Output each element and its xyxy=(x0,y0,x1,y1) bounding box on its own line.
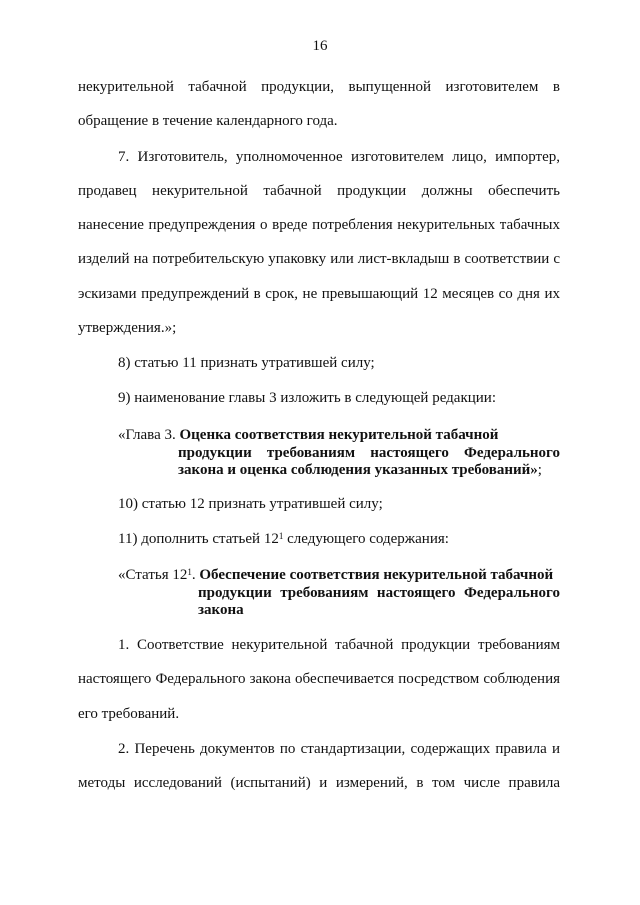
chapter-title-end: закона и оценка соблюдения указанных требований» xyxy=(178,462,538,478)
superscript: 1 xyxy=(187,567,192,577)
list-item-text: 11) дополнить статьей 12 xyxy=(118,531,279,547)
chapter-title-line xyxy=(178,461,542,479)
list-item-tail: следующего содержания: xyxy=(283,531,449,547)
paragraph-line: 1. Соответствие некурительной табачной продукции требованиям xyxy=(118,637,560,653)
article-prefix: «Статья 12 xyxy=(118,567,188,583)
chapter-prefix: «Глава 3. xyxy=(118,427,176,443)
chapter-title-line: продукции требованиям настоящего Федерального xyxy=(178,445,560,461)
paragraph-line: некурительной табачной продукции, выпущенной изготовителем в xyxy=(78,79,560,95)
list-item xyxy=(118,530,449,548)
superscript: 1 xyxy=(278,531,284,541)
list-item: 9) наименование главы 3 изложить в следующей редакции: xyxy=(118,390,496,406)
paragraph-line: методы исследований (испытаний) и измерений, в том числе правила xyxy=(78,775,560,791)
paragraph-line: нанесение предупреждения о вреде потребления некурительных табачных xyxy=(78,217,560,233)
article-heading-line xyxy=(118,566,553,584)
chapter-title: Оценка соответствия некурительной табачной xyxy=(179,427,499,443)
page-number: 16 xyxy=(312,38,328,54)
paragraph-line: настоящего Федерального закона обеспечивается посредством соблюдения xyxy=(78,671,560,687)
chapter-heading-line xyxy=(118,426,498,444)
paragraph-line: эскизами предупреждений в срок, не превышающий 12 месяцев со дня их xyxy=(78,286,560,302)
list-item: 10) статью 12 признать утратившей силу; xyxy=(118,496,383,512)
paragraph-line: 2. Перечень документов по стандартизации, содержащих правила и xyxy=(118,741,560,757)
paragraph-line: обращение в течение календарного года. xyxy=(78,113,338,129)
list-item: 8) статью 11 признать утратившей силу; xyxy=(118,355,375,371)
paragraph-line: утверждения.»; xyxy=(78,320,177,336)
paragraph-line: 7. Изготовитель, уполномоченное изготовителем лицо, импортер, xyxy=(118,149,560,165)
paragraph-line: изделий на потребительскую упаковку или лист-вкладыш в соответствии с xyxy=(78,251,560,267)
article-dot: . xyxy=(191,567,200,583)
chapter-title-punct: ; xyxy=(537,462,542,478)
article-title-line: закона xyxy=(198,602,244,618)
article-title-line: продукции требованиям настоящего Федерального xyxy=(198,585,560,601)
article-title: Обеспечение соответствия некурительной табачной xyxy=(199,567,554,583)
paragraph-line: его требований. xyxy=(78,706,180,722)
paragraph-line: продавец некурительной табачной продукции должны обеспечить xyxy=(78,183,560,199)
